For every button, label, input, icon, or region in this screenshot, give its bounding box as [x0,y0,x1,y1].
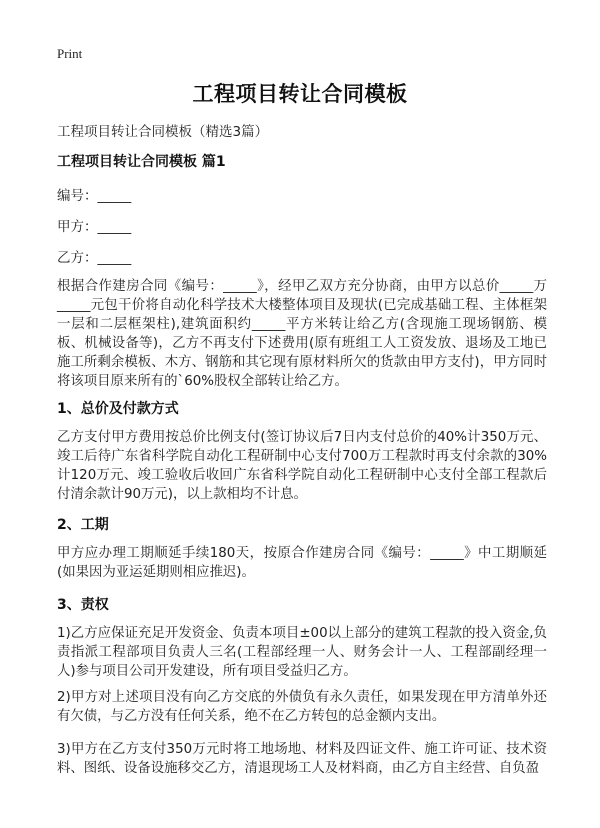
heading-schedule: 2、工期 [57,517,109,533]
print-link[interactable]: Print [57,46,83,61]
field-party-b: 乙方：_____ [57,250,132,266]
heading-payment: 1、总价及付款方式 [57,401,179,417]
clause-1: 1)乙方应保证充足开发资金、负责本项目±00以上部分的建筑工程款的投入资金,负责指派工程部项目负责人三名(工程部经理一人、财务会计一人、工程部副经理一人)参与项目公司开发建设，所有项目受益归乙方。 [57,626,547,679]
heading-responsibilities: 3、责权 [57,597,109,613]
schedule-paragraph: 甲方应办理工期顺延手续180天，按原合作建房合同《编号：_____》中工期顺延(如果因为亚运延期则相应推迟)。 [57,546,547,580]
field-party-a: 甲方：_____ [57,219,132,235]
section-title: 工程项目转让合同模板 篇1 [57,154,226,170]
clause-2: 2)甲方对上述项目没有向乙方交底的外债负有永久责任，如果发现在甲方清单外还有欠债，与乙方没有任何关系，绝不在乙方转包的总金额内支出。 [57,690,547,724]
payment-paragraph: 乙方支付甲方费用按总价比例支付(签订协议后7日内支付总价的40%计350万元、竣工后待广东省科学院自动化工程研制中心支付700万工程款时再支付余款的30%计120万元、竣工验收后收回广东省科学院自动化工程研制中心支付全部工程款后付清余款计90万元)，以上款相均不计息。 [57,430,547,502]
document-subtitle: 工程项目转让合同模板（精选3篇） [57,124,269,140]
field-number: 编号：_____ [57,188,132,204]
intro-paragraph: 根据合作建房合同《编号：_____》，经甲乙双方充分协商，由甲方以总价_____万_____元包干价将自动化科学技术大楼整体项目及现状(已完成基础工程、主体框架一层和二层框架柱),建筑面积约_____平方米转让给乙方(含现施工现场钢筋、模板、机械设备等)，乙方不再支付下述费用(原有班组工人工资发放、退场及工地已施工所剩余模板、木方、钢筋和其它现有原材料所欠的货款由甲方支付)，甲方同时将该项目原来所有的`60%股权全部转让给乙方。 [57,279,547,389]
clause-3: 3)甲方在乙方支付350万元时将工地场地、材料及四证文件、施工许可证、技术资料、图纸、设备设施移交乙方，清退现场工人及材料商，由乙方自主经营、自负盈 [57,742,547,776]
document-title: 工程项目转让合同模板 [192,82,408,106]
